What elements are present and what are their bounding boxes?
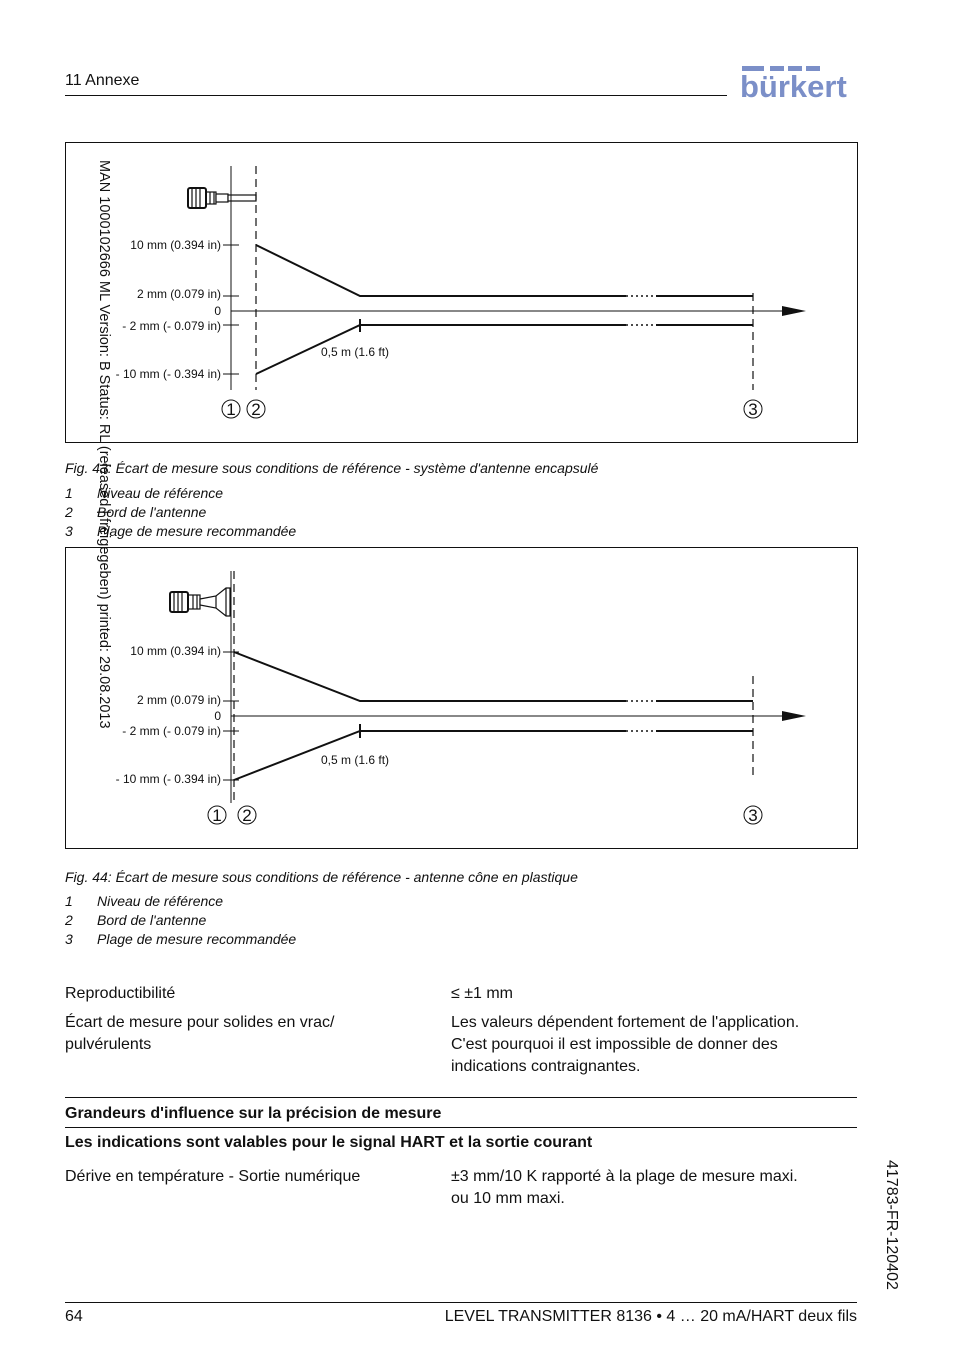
footer-divider: [65, 1302, 857, 1303]
spec-label-bulk-solids: Écart de mesure pour solides en vrac/ pulvérulents: [65, 1014, 335, 1053]
y-label-m10: - 10 mm (- 0.394 in): [115, 772, 221, 786]
spec-label-reproducibility: Reproductibilité: [65, 985, 176, 1002]
x-label-05m: 0,5 m (1.6 ft): [321, 753, 390, 767]
svg-text:2: 2: [242, 806, 252, 825]
section-title: Grandeurs d'influence sur la précision de mesure: [65, 1105, 442, 1122]
x-label-05m: 0,5 m (1.6 ft): [321, 345, 390, 359]
figure-43-box: [65, 142, 858, 443]
y-label-m10: - 10 mm (- 0.394 in): [115, 367, 221, 381]
sensor-encapsulated-icon: [188, 188, 256, 208]
y-label-2: 2 mm (0.079 in): [136, 693, 221, 707]
legend-item: 2 Bord de l'antenne: [65, 504, 207, 520]
y-label-10: 10 mm (0.394 in): [130, 238, 221, 252]
spec-value-temperature-drift: ±3 mm/10 K rapporté à la plage de mesure maxi. ou 10 mm maxi.: [451, 1168, 798, 1207]
marker-1: [208, 806, 226, 825]
figure-44-legend: [65, 893, 465, 953]
page-number: 64: [65, 1308, 83, 1325]
section-divider: [65, 1127, 857, 1128]
legend-item: 3 Plage de mesure recommandée: [65, 523, 297, 539]
document-number-sidebar: 41783-FR-120402: [883, 1160, 900, 1290]
marker-1: [222, 400, 240, 419]
legend-item: 1 Niveau de référence: [65, 485, 224, 501]
figure-43-legend: [65, 485, 465, 545]
svg-text:2: 2: [251, 400, 261, 419]
marker-2: [247, 400, 265, 419]
svg-text:1: 1: [226, 400, 236, 419]
figure-44-diagram: [66, 548, 859, 850]
burkert-logo: [740, 66, 858, 102]
spec-value-reproducibility: ≤ ±1 mm: [451, 985, 514, 1002]
y-label-10: 10 mm (0.394 in): [130, 644, 221, 658]
section-heading: 11 Annexe: [65, 72, 140, 89]
section-divider: [65, 1097, 857, 1098]
svg-text:1: 1: [212, 806, 222, 825]
legend-item: 1 Niveau de référence: [65, 893, 224, 909]
axis-arrow-icon: [782, 711, 806, 721]
marker-2: [238, 806, 256, 825]
y-label-0: 0: [214, 709, 221, 723]
header-divider: [65, 95, 727, 96]
y-label-m2: - 2 mm (- 0.079 in): [122, 319, 221, 333]
document-status-sidebar: MAN 1000102666 ML Version: B Status: RL (released | freigegeben) printed: 29.08.2013: [96, 160, 112, 729]
figure-43-diagram: [66, 143, 859, 444]
svg-text:bürkert: bürkert: [740, 69, 847, 102]
svg-text:3: 3: [748, 400, 758, 419]
legend-item: 2 Bord de l'antenne: [65, 912, 207, 928]
figure-44-caption: Fig. 44: Écart de mesure sous conditions de référence - antenne cône en plastique: [65, 869, 578, 885]
section-subtitle: Les indications sont valables pour le signal HART et la sortie courant: [65, 1134, 593, 1151]
marker-3: [744, 806, 762, 825]
figure-44-box: [65, 547, 858, 849]
spec-label-temperature-drift: Dérive en température - Sortie numérique: [65, 1168, 361, 1185]
svg-text:3: 3: [748, 806, 758, 825]
footer-title: LEVEL TRANSMITTER 8136 • 4 … 20 mA/HART deux fils: [444, 1308, 857, 1325]
figure-43-caption: Fig. 43: Écart de mesure sous conditions de référence - système d'antenne encapsulé: [65, 460, 599, 476]
legend-item: 3 Plage de mesure recommandée: [65, 931, 297, 947]
sensor-plastic-horn-icon: [170, 588, 230, 616]
marker-3: [744, 400, 762, 419]
y-label-0: 0: [214, 304, 221, 318]
y-label-m2: - 2 mm (- 0.079 in): [122, 724, 221, 738]
y-label-2: 2 mm (0.079 in): [136, 287, 221, 301]
spec-value-bulk-solids: Les valeurs dépendent fortement de l'application. C'est pourquoi il est impossible de donner des indications contraignantes.: [451, 1014, 800, 1075]
axis-arrow-icon: [782, 306, 806, 316]
